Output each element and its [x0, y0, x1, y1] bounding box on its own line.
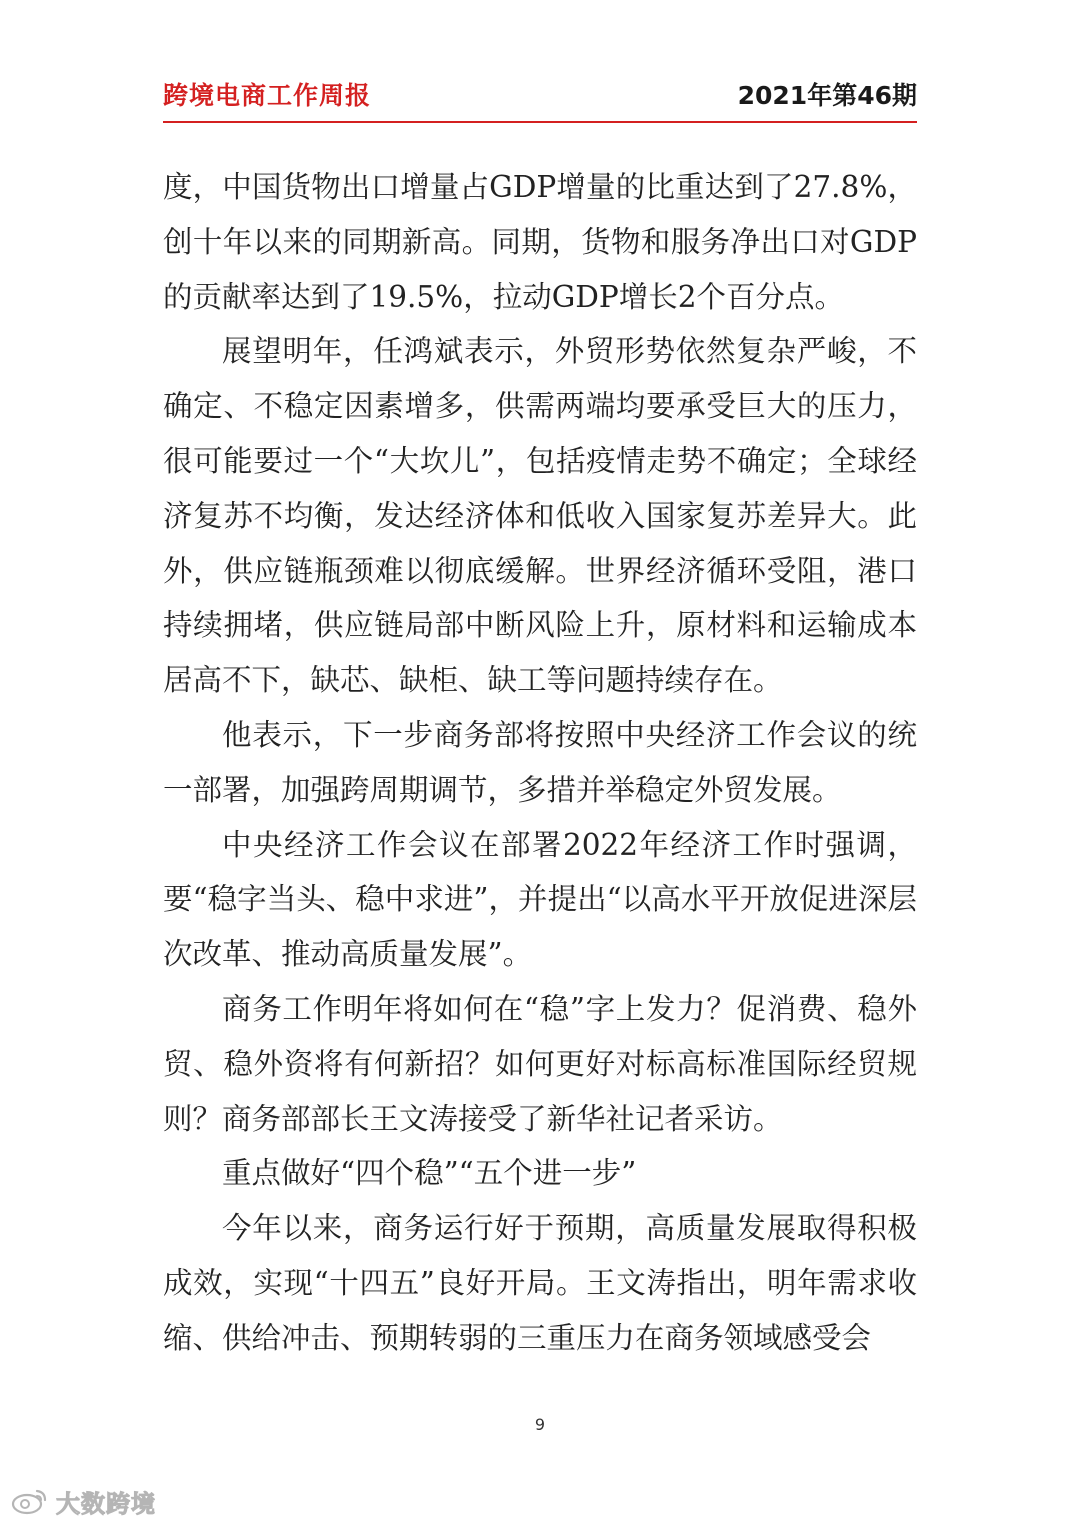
paragraph-5: 商务工作明年将如何在“稳”字上发力？促消费、稳外贸、稳外资将有何新招？如何更好对标高标准国际经贸规则？商务部部长王文涛接受了新华社记者采访。 — [163, 991, 917, 1136]
paragraph-2: 展望明年，任鸿斌表示，外贸形势依然复杂严峻，不确定、不稳定因素增多，供需两端均要承受巨大的压力，很可能要过一个“大坎儿”，包括疫情走势不确定；全球经济复苏不均衡，发达经济体和低收入国家复苏差异大。此外，供应链瓶颈难以彻底缓解。世界经济循环受阻，港口持续拥堵，供应链局部中断风险上升，原材料和运输成本居高不下，缺芯、缺柜、缺工等问题持续存在。 — [163, 334, 917, 698]
page-number: 9 — [534, 1415, 546, 1434]
paragraph-3: 他表示，下一步商务部将按照中央经济工作会议的统一部署，加强跨周期调节，多措并举稳定外贸发展。 — [163, 717, 917, 807]
article-body — [163, 160, 917, 1366]
paragraph-1: 度，中国货物出口增量占GDP增量的比重达到了27.8%，创十年以来的同期新高。同期，货物和服务净出口对GDP的贡献率达到了19.5%，拉动GDP增长2个百分点。 — [163, 170, 917, 314]
weibo-eye-icon — [10, 1486, 50, 1516]
page-header — [163, 74, 917, 116]
header-divider — [163, 121, 917, 123]
newsletter-title: 跨境电商工作周报 — [163, 81, 372, 110]
paragraph-4: 中央经济工作会议在部署2022年经济工作时强调，要“稳字当头、稳中求进”，并提出“以高水平开放促进深层次改革、推动高质量发展”。 — [163, 827, 917, 972]
watermark — [10, 1484, 156, 1518]
paragraph-6: 今年以来，商务运行好于预期，高质量发展取得积极成效，实现“十四五”良好开局。王文涛指出，明年需求收缩、供给冲击、预期转弱的三重压力在商务领域感受会 — [163, 1211, 917, 1355]
issue-number: 2021年第46期 — [737, 81, 917, 110]
watermark-text: 大数跨境 — [56, 1489, 156, 1518]
section-heading: 重点做好“四个稳”“五个进一步” — [222, 1156, 637, 1191]
